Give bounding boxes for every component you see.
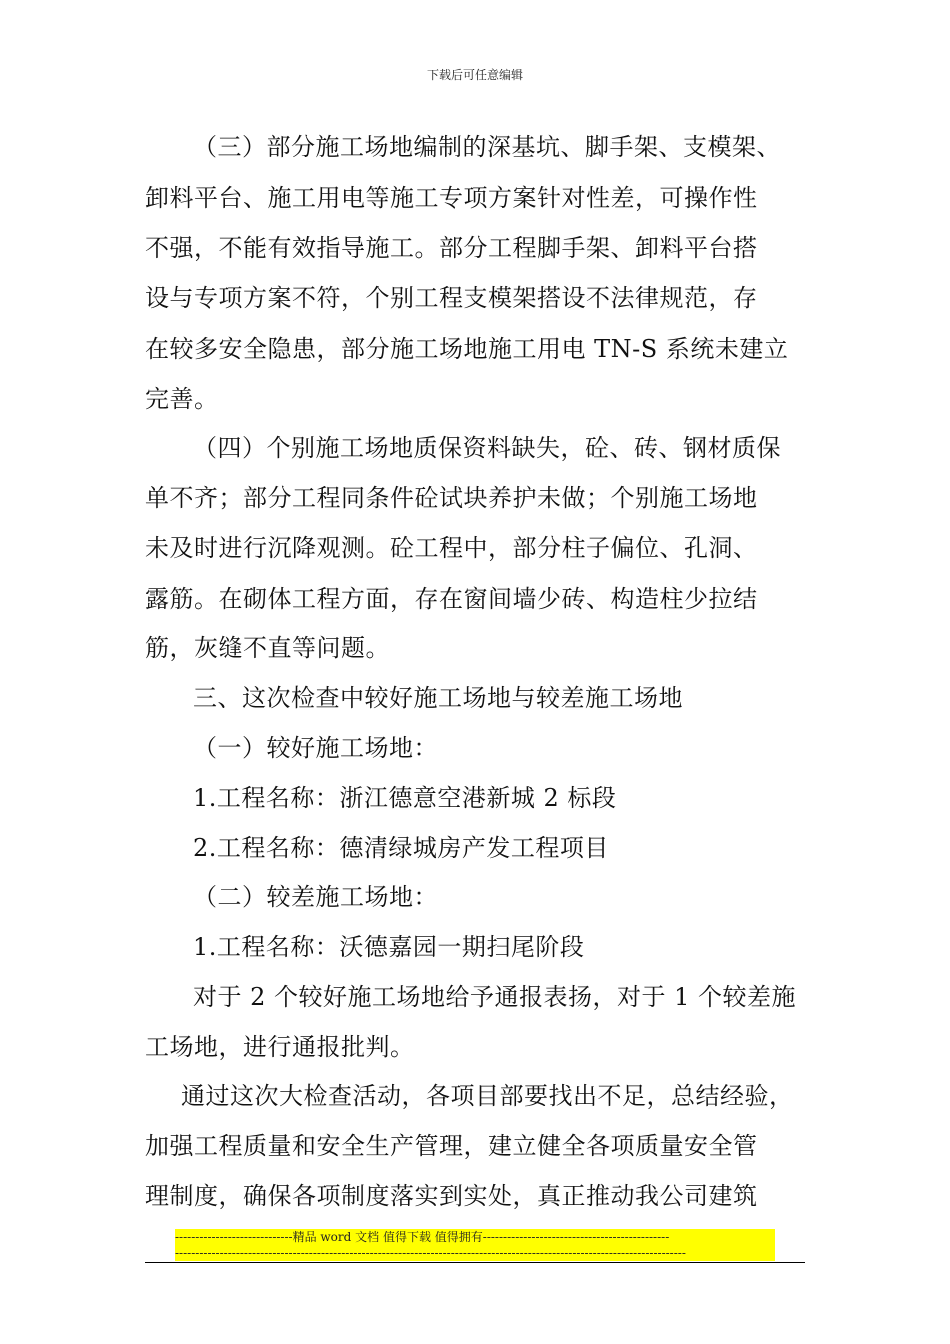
subsection-heading: （一）较好施工场地： [193, 734, 438, 762]
text-line: 通过这次大检查活动，各项目部要找出不足，总结经验， [181, 1082, 794, 1110]
text-line: 理制度，确保各项制度落实到实处，真正推动我公司建筑 [145, 1182, 758, 1210]
text-line: 不强，不能有效指导施工。部分工程脚手架、卸料平台搭 [145, 234, 758, 262]
list-item: 1.工程名称：浙江德意空港新城 2 标段 [193, 784, 617, 812]
text-line: 工场地，进行通报批判。 [145, 1033, 415, 1061]
section-heading: 三、这次检查中较好施工场地与较差施工场地 [193, 684, 683, 712]
text-line: 单不齐；部分工程同条件砼试块养护未做；个别施工场地 [145, 484, 758, 512]
text-line: （四）个别施工场地质保资料缺失，砼、砖、钢材质保 [193, 434, 781, 462]
text-line: 卸料平台、施工用电等施工专项方案针对性差，可操作性 [145, 184, 758, 212]
subsection-heading: （二）较差施工场地： [193, 883, 438, 911]
text-line: 露筋。在砌体工程方面，存在窗间墙少砖、构造柱少拉结 [145, 585, 758, 613]
text-line: 在较多安全隐患，部分施工场地施工用电 TN-S 系统未建立 [145, 335, 789, 363]
footer-banner: -----------------------------精品 word 文档 值得下载 值得拥有---------------------------------------------- [175, 1229, 775, 1245]
list-item: 1.工程名称：沃德嘉园一期扫尾阶段 [193, 933, 585, 961]
page-header: 下载后可任意编辑 [426, 68, 523, 82]
text-line: 设与专项方案不符，个别工程支模架搭设不法律规范，存 [145, 284, 758, 312]
text-line: （三）部分施工场地编制的深基坑、脚手架、支模架、 [193, 133, 781, 161]
text-line: 对于 2 个较好施工场地给予通报表扬，对于 1 个较差施 [193, 983, 797, 1011]
text-line: 完善。 [145, 385, 219, 413]
text-line: 筋，灰缝不直等问题。 [145, 634, 390, 662]
text-line: 加强工程质量和安全生产管理，建立健全各项质量安全管 [145, 1132, 758, 1160]
list-item: 2.工程名称：德清绿城房产发工程项目 [193, 834, 609, 862]
text-line: 未及时进行沉降观测。砼工程中，部分柱子偏位、孔洞、 [145, 534, 758, 562]
footer-rule [145, 1262, 805, 1263]
footer-dashes: ------------------------------------------------------------------------------------------------------------------------------ [175, 1245, 775, 1261]
